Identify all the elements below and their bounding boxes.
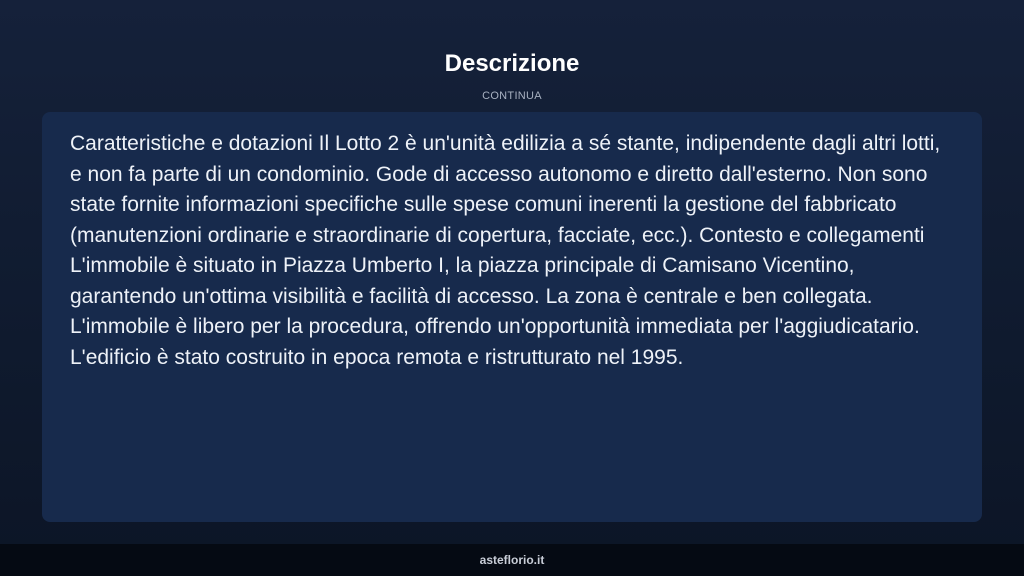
description-text: Caratteristiche e dotazioni Il Lotto 2 è un'unità edilizia a sé stante, indipendente dagli altri lotti, e non fa parte di un condominio. Gode di accesso autonomo e diretto dall'esterno. Non sono state fornite informazioni specifiche sulle spese comuni inerenti la gestione del fabbricato (manutenzioni ordinarie e straordinarie di copertura, facciate, ecc.). Contesto e collegamenti L'immobile è situato in Piazza Umberto I, la piazza principale di Camisano Vicentino, garantendo un'ottima visibilità e facilità di accesso. La zona è centrale e ben collegata. L'immobile è libero per la procedura, offrendo un'opportunità immediata per l'aggiudicatario. L'edificio è stato costruito in epoca remota e ristrutturato nel 1995. [70,132,941,369]
description-card [42,112,982,522]
page-title: Descrizione [444,50,580,77]
footer [0,544,1024,576]
footer-site-name: asteflorio.it [479,553,545,567]
page-subtitle: CONTINUA [482,90,542,102]
